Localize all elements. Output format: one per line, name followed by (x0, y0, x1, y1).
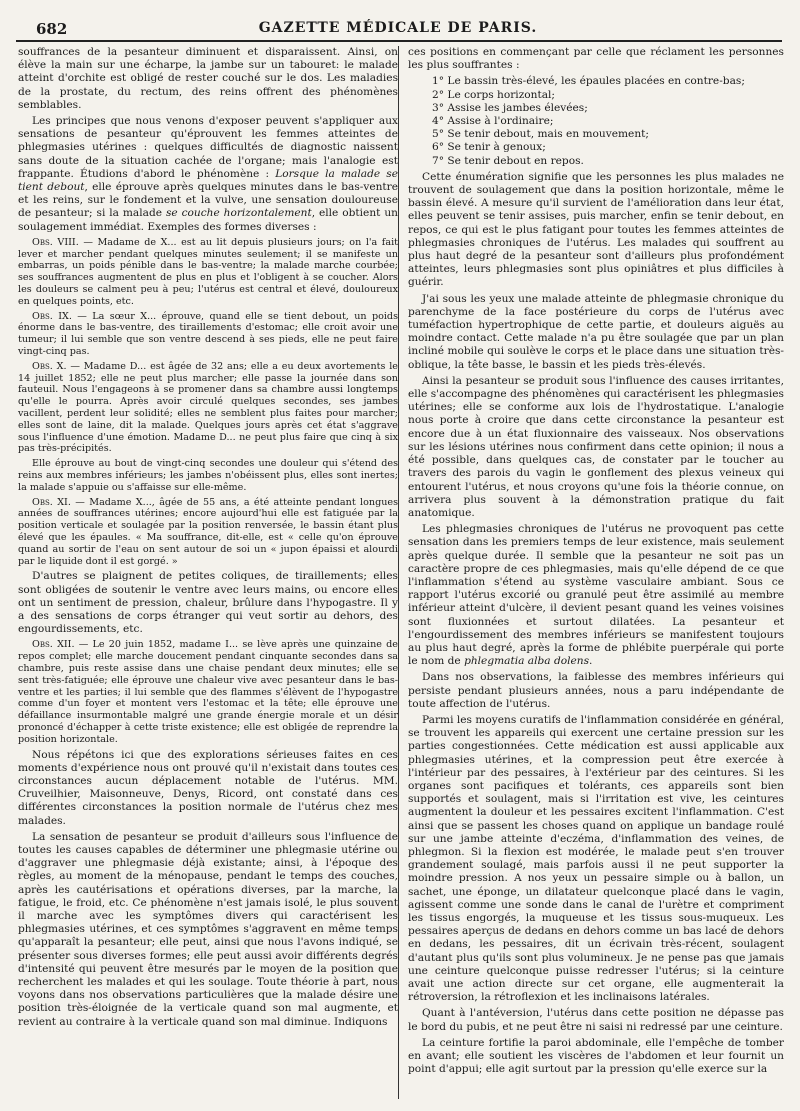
list-item: 2° Le corps horizontal; (432, 88, 556, 101)
page-header (18, 16, 778, 42)
observation-11 (18, 497, 398, 568)
paragraph: souffrances de la pesanteur diminuent et disparaissent. Ainsi, on élève la main sur une écharpe, la jambe sur un tabouret: le malade atteint d'orchite est obligé de rester couché sur le dos. Les maladies de la prostate, du rectum, des reins offrent des phénomènes semblables. (18, 46, 398, 111)
list-item: 7° Se tenir debout en repos. (432, 154, 584, 167)
paragraph: Dans nos observations, la faiblesse des membres inférieurs qui persiste pendant plusieurs années, nous a paru indépendante de toute affection de l'utérus. (408, 671, 784, 710)
obs-label: Obs. X. (32, 360, 67, 372)
obs-text: — Madame D... est âgée de 32 ans; elle a eu deux avortements le 14 juillet 1852; elle ne peut plus marcher; elle passe la journée dans son fauteuil. Nous l'engageons à se promener dans sa chambre aussi longtemps qu'elle le pourra. Après avoir circulé quelques secondes, ses jambes vacillent, perdent leur solidité; elles ne semblent plus faites pour marcher; elles sont de laine, dit la malade. Quelques jours après cet état s'aggrave sous l'influence d'une émotion. Madame D... ne peut plus faire que cinq à six pas très-précipités. (18, 360, 398, 455)
observation-9 (18, 311, 398, 358)
paragraph: ces positions en commençant par celle que réclament les personnes les plus souffrantes : (408, 46, 784, 72)
left-column (18, 46, 398, 1032)
paragraph (18, 115, 398, 234)
paragraph: D'autres se plaignent de petites coliques, de tiraillements; elles sont obligées de soutenir le ventre avec leurs mains, ou encore elles ont un sentiment de pression, chaleur, brûlure dans l'hypogastre. Il y a des sensations de corps étranger qui veut sortir au dehors, des engourdissements, etc. (18, 570, 398, 636)
text-run: , elle éprouve après quelques minutes dans le bas-ventre et les reins, sur le fondement et la vulve, une sensation douloureuse de pesanteur; si la malade (18, 181, 398, 220)
paragraph: Quant à l'antéversion, l'utérus dans cette position ne dépasse pas le bord du pubis, et ne peut être ni saisi ni redressé par une ceinture. (408, 1007, 784, 1033)
paragraph: Cette énumération signifie que les personnes les plus malades ne trouvent de soulagement que dans la position horizontale, même le bassin élevé. A mesure qu'il survient de l'amélioration dans leur état, elles peuvent se tenir assises, puis marcher, enfin se tenir debout, en repos, ce qui est le plus fatigant pour toutes les femmes atteintes de phlegmasies chroniques de l'utérus. Les malades qui souffrent au plus haut degré de la pesanteur sont d'ailleurs plus profondément atteintes, leurs phlegmasies sont plus opiniâtres et plus difficiles à guérir. (408, 170, 784, 289)
list-item: 6° Se tenir à genoux; (432, 141, 546, 154)
list-item: 5° Se tenir debout, mais en mouvement; (432, 128, 649, 141)
text-run: , elle obtient un soulagement immédiat. Exemples des formes diverses : (18, 207, 398, 233)
list-item: 4° Assise à l'ordinaire; (432, 115, 554, 128)
obs-text: — Madame X..., âgée de 55 ans, a été atteinte pendant longues années de souffrances utérines; encore aujourd'hui elle est fatiguée par la position verticale et soulagée par la position renversée, le bassin étant plus élevé que les épaules. « Ma souffrance, dit-elle, est « celle qu'on éprouve quand au sortir de l'eau on sent autour de soi un « jupon épaissi et alourdi par le liquide dont il est gorgé. » (18, 496, 398, 567)
text-run: . (589, 655, 593, 668)
journal-title: GAZETTE MÉDICALE DE PARIS. (258, 20, 538, 36)
header-rule (16, 40, 782, 42)
paragraph: La ceinture fortifie la paroi abdominale, elle l'empêche de tomber en avant; elle soutient les viscères de l'abdomen et leur fournit un point d'appui; elle agit surtout par la pression qu'elle exerce sur la (408, 1036, 784, 1076)
paragraph: La sensation de pesanteur se produit d'ailleurs sous l'influence de toutes les causes capables de déterminer une phlegmasie utérine ou d'aggraver une phlegmasie déjà existante; ainsi, à l'époque des règles, au moment de la ménopause, pendant le temps des couches, après les cautérisations et opérations diverses, par la marche, la fatigue, le froid, etc. Ce phénomène n'est jamais isolé, le plus souvent il marche avec les symptômes divers qui caractérisent les phlegmasies utérines, et ces symptômes s'aggravent en même temps qu'apparaît la pesanteur; elle peut, ainsi que nous l'avons indiqué, se présenter sous diverses formes; elle peut aussi avoir différents degrés d'intensité qui peuvent être mesurés par le moyen de la position que recherchent les malades et qui les soulage. Toute théorie à part, nous voyons dans nos observations particulières que la malade désire une position très-éloignée de la verticale quand son mal augmente, et revient au contraire à la verticale quand son mal diminue. Indiquons (18, 830, 398, 1028)
text-run: Les phlegmasies chroniques de l'utérus ne provoquent pas cette sensation dans les premiers temps de leur existence, mais seulement après quelque durée. Il semble que la pesanteur ne soit pas un caractère propre de ces phlegmasies, mais qu'elle dépend de ce que l'inflammation s'étend au système vasculaire ambiant. Sous ce rapport l'utérus excorié ou granulé peut être assimilé au membre inférieur atteint d'ulcère, il devient pesant quand les veines voisines sont fluxionnées et surtout dilatées. La pesanteur et l'engourdissement des membres inférieurs se manifestent toujours au plus haut degré, après la forme de phlébite puerpérale qui porte le nom de (408, 523, 784, 668)
right-column (408, 46, 784, 1079)
position-list (408, 75, 784, 167)
observation-10 (18, 361, 398, 455)
paragraph: Nous répétons ici que des explorations sérieuses faites en ces moments d'expérience nous ont prouvé qu'il n'existait dans toutes ces circonstances aucun déplacement notable de l'utérus. MM. Cruveilhier, Maisonneuve, Denys, Ricord, ont constaté dans ces différentes circonstances la position normale de l'utérus chez mes malades. (18, 748, 398, 827)
page-number: 682 (36, 20, 68, 38)
italic-run: se couche horizontalement (165, 207, 312, 220)
obs-label: Obs. VIII. (32, 236, 79, 248)
obs-text: — Le 20 juin 1852, madame I... se lève après une quinzaine de repos complet; elle marche doucement pendant cinquante secondes dans sa chambre, puis reste assise dans une chaise pendant deux minutes; elle se sent très-fatiguée; elle éprouve une chaleur vive avec pesanteur dans le bas-ventre et les parties; il lui semble que des flammes s'élèvent de l'hypogastre comme d'un foyer et montent vers l'estomac et la tête; elle éprouve une défaillance insurmontable malgré une grande énergie morale et un désir prononcé d'échapper à cette triste existence; elle est obligée de reprendre la position horizontale. (18, 639, 398, 745)
obs-text: — La sœur X... éprouve, quand elle se tient debout, un poids énorme dans le bas-ventre, des tiraillements d'estomac; elle croit avoir une tumeur; il lui semble que son ventre descend à ses pieds, elle ne peut faire vingt-cinq pas. (18, 310, 398, 358)
obs-label: Obs. IX. (32, 310, 72, 322)
italic-run: Lorsque la malade se tient debout (18, 167, 398, 194)
paragraph: Parmi les moyens curatifs de l'inflammation considérée en général, se trouvent les appareils qui exercent une certaine pression sur les parties congestionnées. Cette médication est aussi applicable aux phlegmasies utérines, et la compression peut être exercée à l'intérieur par des pessaires, à l'extérieur par des ceintures. Si les organes sont pacifiques et tolérants, ces appareils sont bien supportés et soulagent, mais si l'irritation est vive, les ceintures augmentent la douleur et les pessaires excitent l'inflammation. C'est ainsi que se passent les choses quand on applique un bandage roulé sur une jambe atteinte d'eczéma, d'inflammation des veines, de phlegmon. Si la flexion est modérée, le malade peut s'en trouver grandement soulagé, mais parfois aussi il ne peut supporter la moindre pression. A nos yeux un pessaire simple ou à ballon, un sachet, une éponge, un dilatateur quelconque placé dans le vagin, agissent comme une sonde dans le canal de l'urètre et compriment les tissus engorgés, la muqueuse et les tissus sous-muqueux. Les pessaires aperçus de dedans en dehors comme un bas lacé de dehors en dedans, les pessaires, dit un écrivain très-récent, soulagent d'autant plus qu'ils sont plus volumineux. Je ne pense pas que jamais une ceinture quelconque puisse redresser l'utérus; si la ceinture avait une action directe sur cet organe, elle augmenterait la rétroversion, la rétroflexion et les inclinaisons latérales. (408, 713, 784, 1004)
observation-12 (18, 639, 398, 745)
list-item: 1° Le bassin très-élevé, les épaules placées en contre-bas; (432, 75, 745, 88)
obs-label: Obs. XII. (32, 639, 75, 651)
observation-8 (18, 237, 398, 308)
paragraph: Ainsi la pesanteur se produit sous l'influence des causes irritantes, elle s'accompagne des phénomènes qui caractérisent les phlegmasies utérines; elle se conforme aux lois de l'hydrostatique. L'analogie nous porte à croire que dans cette circonstance la pesanteur est encore due à un état fluxionnaire des vaisseaux. Nos observations sur les lésions utérines nous confirment dans cette opinion; il nous a été possible, dans quelques cas, de constater par le toucher au travers des parois du vagin le gonflement des plexus veineux qui entourent l'utérus, et nous croyons qu'une fois la théorie connue, on arrivera plus souvent à la démonstration pratique du fait anatomique. (408, 374, 784, 519)
italic-run: phlegmatia alba dolens (464, 655, 590, 668)
paragraph: J'ai sous les yeux une malade atteinte de phlegmasie chronique du parenchyme de la face postérieure du corps de l'utérus avec tuméfaction hypertrophique de cette partie, et douleurs aiguës au moindre contact. Cette malade n'a pu être soulagée que par un plan incliné mobile qui soulève le corps et le place dans une situation très-oblique, la tête basse, le bassin et les pieds très-élevés. (408, 292, 784, 371)
text-run: Les principes que nous venons d'exposer peuvent s'appliquer aux sensations de pesanteur qu'éprouvent les femmes atteintes de phlegmasies utérines : quelques difficultés de diagnostic naissent sans doute de la situation cachée de l'organe; mais l'analogie est frappante. Étudions d'abord le phénomène : (18, 115, 398, 180)
column-divider (398, 46, 399, 1099)
obs-label: Obs. XI. (32, 496, 71, 508)
paragraph (408, 523, 784, 668)
observation-10-continued: Elle éprouve au bout de vingt-cinq secondes une douleur qui s'étend des reins aux membres inférieurs; les jambes n'obéissent plus, elles sont inertes; la malade s'appuie ou s'affaisse sur elle-même. (18, 458, 398, 493)
obs-text: — Madame de X... est au lit depuis plusieurs jours; on l'a fait lever et marcher pendant quelques minutes seulement; il se manifeste un embarras, un poids pénible dans le bas-ventre; la malade marche courbée; ses souffrances augmentent de plus en plus et l'obligent à se coucher. Alors les douleurs se calment peu à peu; l'utérus est central et élevé, douloureux en quelques points, etc. (18, 236, 398, 307)
list-item: 3° Assise les jambes élevées; (432, 101, 588, 114)
